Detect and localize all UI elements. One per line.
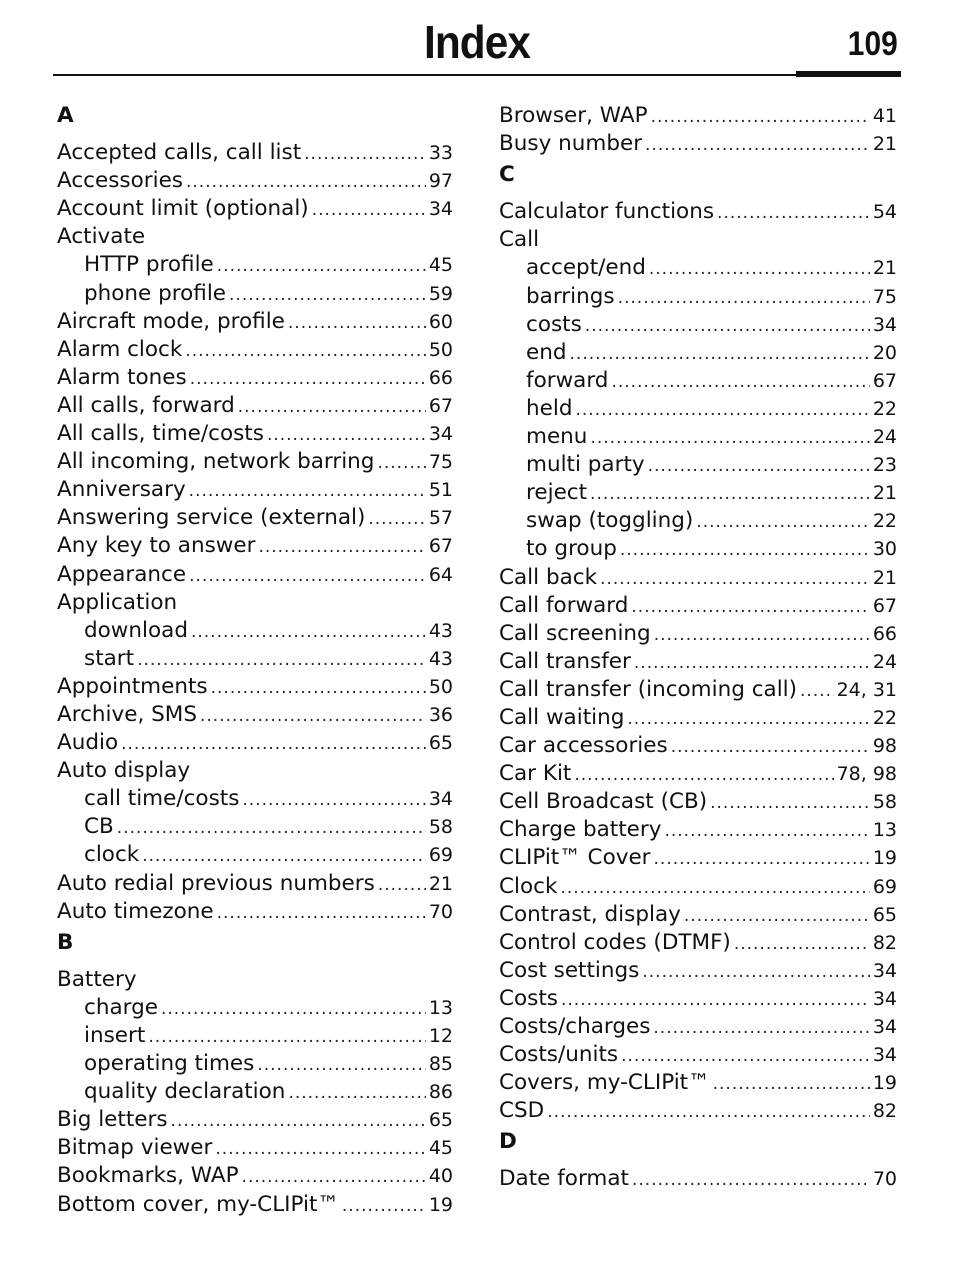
index-page-ref: 85 <box>428 1053 453 1076</box>
index-page-ref: 24, 31 <box>836 678 897 701</box>
index-page-ref: 34 <box>872 313 897 336</box>
dot-leader <box>560 874 869 901</box>
index-term: charge <box>84 994 158 1020</box>
index-term: Busy number <box>499 131 643 157</box>
index-term: Calculator functions <box>499 199 715 225</box>
index-term: Any key to answer <box>57 533 256 559</box>
dot-leader <box>654 621 870 648</box>
dot-leader <box>575 396 869 423</box>
index-term: Car Kit <box>499 761 572 787</box>
dot-leader <box>684 902 870 929</box>
index-term: Accessories <box>57 168 183 194</box>
index-term: Alarm tones <box>57 364 187 390</box>
dot-leader <box>651 103 870 130</box>
dot-leader <box>734 930 870 957</box>
index-entry <box>57 1106 453 1134</box>
dot-leader <box>648 452 870 479</box>
index-page-ref: 66 <box>428 366 453 389</box>
index-term: Auto timezone <box>57 898 214 924</box>
index-term: CB <box>84 814 114 840</box>
dot-leader <box>574 761 833 788</box>
index-page-ref: 45 <box>428 1137 453 1160</box>
dot-leader <box>654 845 870 872</box>
index-entry <box>499 102 897 130</box>
index-page-ref: 86 <box>428 1081 453 1104</box>
index-subentry <box>499 479 897 507</box>
index-term: Call back <box>499 564 598 590</box>
dot-leader <box>171 1107 426 1134</box>
index-page-ref: 82 <box>872 1100 897 1123</box>
index-term: Bookmarks, WAP <box>57 1163 239 1189</box>
index-page-ref: 78, 98 <box>836 763 897 786</box>
dot-leader <box>631 593 869 620</box>
index-entry <box>499 1041 897 1069</box>
dot-leader <box>189 562 426 589</box>
index-term: Costs/charges <box>499 1014 651 1039</box>
index-term: costs <box>526 311 582 337</box>
dot-leader <box>288 309 426 336</box>
index-term: Appointments <box>57 673 208 699</box>
index-term: Date format <box>499 1166 629 1192</box>
index-term: clock <box>84 842 140 868</box>
index-subentry <box>57 251 453 279</box>
index-entry <box>499 1165 897 1193</box>
index-subentry <box>57 645 453 673</box>
dot-leader <box>642 958 869 985</box>
index-entry <box>57 364 453 392</box>
index-page-ref: 19 <box>872 1072 897 1095</box>
index-page-ref: 34 <box>872 1044 897 1067</box>
index-page-ref: 21 <box>872 133 897 156</box>
index-letter-heading: A <box>57 103 74 128</box>
index-entry <box>499 816 897 844</box>
dot-leader <box>190 365 426 392</box>
index-page-ref: 22 <box>872 510 897 533</box>
index-entry <box>57 870 453 898</box>
index-entry <box>499 732 897 760</box>
dot-leader <box>304 140 426 167</box>
index-letter-heading: D <box>499 1129 517 1155</box>
dot-leader <box>378 871 426 898</box>
dot-leader <box>717 199 870 226</box>
index-entry <box>57 589 453 617</box>
index-page-ref: 70 <box>428 900 453 923</box>
index-page-ref: 75 <box>872 285 897 308</box>
index-page-ref: 65 <box>428 732 453 755</box>
index-page-ref: 13 <box>428 996 453 1019</box>
dot-leader <box>242 1163 426 1190</box>
index-subentry <box>57 841 453 869</box>
index-term: Browser, WAP <box>499 103 648 128</box>
dot-leader <box>142 842 426 869</box>
index-entry <box>57 336 453 364</box>
index-subentry <box>57 280 453 308</box>
index-page-ref: 24 <box>872 650 897 673</box>
index-subentry <box>57 1078 453 1106</box>
index-term: barrings <box>526 283 615 309</box>
index-letter-heading: C <box>499 162 515 188</box>
index-page-ref: 98 <box>872 735 897 758</box>
dot-leader <box>570 340 870 367</box>
index-page-ref: 67 <box>872 369 897 392</box>
index-page-ref: 59 <box>428 282 453 305</box>
dot-leader <box>267 421 426 448</box>
index-page-ref: 24 <box>872 426 897 449</box>
dot-leader <box>618 284 870 311</box>
index-term: forward <box>526 367 609 393</box>
index-subentry <box>499 395 897 423</box>
index-entry <box>499 620 897 648</box>
index-term: Big letters <box>57 1107 168 1133</box>
index-entry <box>499 957 897 985</box>
index-page-ref: 67 <box>872 594 897 617</box>
index-term: Battery <box>57 966 137 992</box>
index-page-ref: 97 <box>428 170 453 193</box>
dot-leader <box>664 817 869 844</box>
index-entry <box>57 561 453 589</box>
dot-leader <box>312 196 426 223</box>
index-subentry <box>499 423 897 451</box>
index-term: Costs/units <box>499 1042 619 1068</box>
dot-leader <box>621 1042 870 1069</box>
index-page-ref: 12 <box>428 1025 453 1047</box>
index-page-ref: 22 <box>872 397 897 420</box>
index-term: Appearance <box>57 561 187 587</box>
index-page-ref: 69 <box>872 875 897 898</box>
index-entry <box>57 504 453 532</box>
index-page-ref: 66 <box>872 622 897 645</box>
index-entry <box>57 420 453 448</box>
index-page-ref: 67 <box>428 535 453 558</box>
index-subentry <box>499 283 897 311</box>
index-column-left <box>57 102 453 1219</box>
dot-leader <box>671 733 870 760</box>
dot-leader <box>186 168 426 195</box>
index-entry <box>499 929 897 957</box>
index-entry <box>57 448 453 476</box>
index-page-ref: 65 <box>428 1109 453 1132</box>
index-page-ref: 41 <box>872 105 897 127</box>
dot-leader <box>800 677 834 704</box>
index-subentry <box>57 1050 453 1078</box>
dot-leader <box>653 1014 869 1041</box>
index-term: CSD <box>499 1098 545 1124</box>
index-entry <box>57 673 453 701</box>
index-page-ref: 57 <box>428 507 453 530</box>
index-entry <box>57 167 453 195</box>
index-term: Contrast, display <box>499 901 681 927</box>
dot-leader <box>191 618 426 645</box>
index-page-ref: 50 <box>428 338 453 361</box>
index-entry <box>57 392 453 420</box>
dot-leader <box>368 505 425 532</box>
index-term: Call waiting <box>499 704 625 730</box>
index-term: swap (toggling) <box>526 508 694 534</box>
index-page-ref: 19 <box>872 847 897 870</box>
index-entry <box>499 1013 897 1041</box>
index-page-ref: 30 <box>872 538 897 561</box>
index-term: Archive, SMS <box>57 701 197 727</box>
index-page-ref: 60 <box>428 310 453 333</box>
dot-leader <box>288 1079 425 1106</box>
header-rule-accent <box>796 71 901 77</box>
index-page-ref: 20 <box>872 341 897 364</box>
index-subentry <box>499 311 897 339</box>
dot-leader <box>217 899 426 926</box>
index-page-ref: 67 <box>428 394 453 417</box>
dot-leader <box>189 477 426 504</box>
index-term: All incoming, network barring <box>57 449 375 475</box>
index-entry <box>499 198 897 226</box>
index-subentry <box>499 451 897 479</box>
index-entry <box>57 476 453 504</box>
index-term: Auto redial previous numbers <box>57 870 375 896</box>
index-entry <box>57 729 453 757</box>
index-page-ref: 36 <box>428 703 453 726</box>
index-page-ref: 45 <box>428 254 453 277</box>
index-subentry <box>57 994 453 1022</box>
dot-leader <box>117 814 426 841</box>
dot-leader <box>161 995 426 1022</box>
index-entry <box>499 704 897 732</box>
index-entry <box>499 130 897 158</box>
index-term: end <box>526 339 567 365</box>
index-page-ref: 34 <box>428 788 453 811</box>
index-page-ref: 34 <box>428 198 453 221</box>
index-subentry <box>57 617 453 645</box>
dot-leader <box>590 480 870 507</box>
index-term: insert <box>84 1023 146 1048</box>
dot-leader <box>200 702 426 729</box>
index-page-ref: 19 <box>428 1193 453 1216</box>
index-page-ref: 34 <box>428 423 453 446</box>
dot-leader <box>257 1051 425 1078</box>
index-page-ref: 13 <box>872 819 897 842</box>
index-term: call time/costs <box>84 786 240 812</box>
index-subentry <box>499 507 897 535</box>
index-term: All calls, time/costs <box>57 421 264 447</box>
index-term: menu <box>526 424 588 450</box>
index-term: Call <box>499 227 540 253</box>
index-term: start <box>84 645 135 671</box>
index-entry <box>499 564 897 592</box>
index-subentry <box>499 535 897 563</box>
index-page-ref: 40 <box>428 1165 453 1188</box>
page-title: Index <box>424 16 530 68</box>
index-page-ref: 51 <box>428 479 453 502</box>
index-entry <box>499 1069 897 1097</box>
index-page-ref: 50 <box>428 675 453 698</box>
index-term: reject <box>526 480 588 506</box>
index-term: Covers, my-CLIPit™ <box>499 1070 710 1096</box>
page-number: 109 <box>848 25 898 63</box>
index-entry <box>499 648 897 676</box>
index-page-ref: 21 <box>872 482 897 505</box>
header-rule <box>53 74 901 76</box>
index-subentry <box>499 254 897 282</box>
index-page-ref: 34 <box>872 1016 897 1038</box>
dot-leader <box>611 368 869 395</box>
dot-leader <box>634 649 870 676</box>
index-term: Auto display <box>57 758 191 784</box>
dot-leader <box>238 393 426 420</box>
index-term: phone profile <box>84 280 227 306</box>
index-entry <box>57 1162 453 1190</box>
index-term: Alarm clock <box>57 336 183 362</box>
index-page-ref: 21 <box>428 872 453 895</box>
index-term: Answering service (external) <box>57 505 366 531</box>
index-entry <box>57 701 453 729</box>
dot-leader <box>645 131 870 158</box>
index-subentry <box>499 339 897 367</box>
index-entry <box>57 757 453 785</box>
dot-leader <box>148 1023 426 1050</box>
dot-leader <box>561 986 870 1013</box>
index-subentry <box>57 1022 453 1050</box>
dot-leader <box>632 1166 870 1193</box>
index-entry <box>499 1097 897 1125</box>
index-page-ref: 65 <box>872 903 897 926</box>
index-term: Call transfer <box>499 648 631 674</box>
index-page-ref: 54 <box>872 201 897 224</box>
index-entry <box>499 226 897 254</box>
index-page-ref: 23 <box>872 454 897 477</box>
index-entry <box>499 901 897 929</box>
index-term: to group <box>526 536 617 562</box>
index-term: Costs <box>499 985 558 1011</box>
index-entry <box>57 966 453 994</box>
index-term: Call transfer (incoming call) <box>499 676 798 702</box>
index-entry <box>57 223 453 251</box>
dot-leader <box>215 1135 425 1162</box>
index-entry <box>57 308 453 336</box>
dot-leader <box>547 1098 870 1125</box>
index-term: download <box>84 617 188 643</box>
index-entry <box>499 676 897 704</box>
index-term: accept/end <box>526 255 646 281</box>
index-page-ref: 69 <box>428 844 453 867</box>
index-term: multi party <box>526 452 645 478</box>
index-page-ref: 22 <box>872 706 897 729</box>
index-term: Bottom cover, my-CLIPit™ <box>57 1191 339 1217</box>
index-term: Clock <box>499 873 558 899</box>
index-term: operating times <box>84 1051 255 1077</box>
index-entry <box>499 873 897 901</box>
dot-leader <box>710 789 870 816</box>
dot-leader <box>258 533 425 560</box>
index-term: held <box>526 395 573 421</box>
index-term: Call forward <box>499 592 629 618</box>
index-page-ref: 75 <box>428 451 453 474</box>
index-subentry <box>499 367 897 395</box>
index-page-ref: 34 <box>872 959 897 982</box>
index-page-ref: 82 <box>872 931 897 954</box>
index-term: Audio <box>57 730 119 756</box>
index-term: Activate <box>57 224 146 250</box>
index-term: CLIPit™ Cover <box>499 845 651 871</box>
index-term: Charge battery <box>499 817 662 843</box>
dot-leader <box>211 674 426 701</box>
index-column-right <box>499 102 897 1194</box>
dot-leader <box>377 449 425 476</box>
index-subentry <box>57 785 453 813</box>
dot-leader <box>620 536 870 563</box>
index-page-ref: 34 <box>872 987 897 1010</box>
index-subentry <box>57 813 453 841</box>
index-entry <box>57 195 453 223</box>
dot-leader <box>137 646 426 673</box>
dot-leader <box>217 252 426 279</box>
dot-leader <box>627 705 869 732</box>
index-term: All calls, forward <box>57 392 235 418</box>
index-entry <box>57 532 453 560</box>
index-term: Control codes (DTMF) <box>499 929 731 955</box>
dot-leader <box>242 786 425 813</box>
index-term: Car accessories <box>499 733 668 759</box>
index-term: quality declaration <box>84 1079 286 1105</box>
dot-leader <box>649 255 870 282</box>
index-term: Cost settings <box>499 957 640 983</box>
index-entry <box>499 592 897 620</box>
dot-leader <box>600 565 870 592</box>
index-page-ref: 70 <box>872 1168 897 1191</box>
index-term: Aircraft mode, profile <box>57 308 285 334</box>
index-page-ref: 43 <box>428 619 453 642</box>
index-page-ref: 58 <box>428 816 453 839</box>
index-entry <box>499 844 897 872</box>
index-page-ref: 33 <box>428 142 453 165</box>
index-entry <box>499 760 897 788</box>
index-page-ref: 21 <box>872 257 897 280</box>
dot-leader <box>229 281 426 308</box>
index-entry <box>57 139 453 167</box>
dot-leader <box>590 424 869 451</box>
dot-leader <box>713 1070 870 1097</box>
dot-leader <box>342 1192 426 1219</box>
index-entry <box>499 985 897 1013</box>
index-term: Accepted calls, call list <box>57 140 302 166</box>
index-page-ref: 58 <box>872 791 897 814</box>
index-term: Cell Broadcast (CB) <box>499 789 708 815</box>
index-entry <box>57 1134 453 1162</box>
dot-leader <box>121 730 426 757</box>
index-term: Anniversary <box>57 477 186 503</box>
index-entry <box>499 788 897 816</box>
index-term: Account limit (optional) <box>57 196 309 222</box>
index-term: Application <box>57 589 178 615</box>
index-entry <box>57 1191 453 1219</box>
index-page-ref: 21 <box>872 566 897 589</box>
index-term: Bitmap viewer <box>57 1135 213 1161</box>
index-term: HTTP profile <box>84 252 214 278</box>
index-term: Call screening <box>499 620 651 646</box>
dot-leader <box>585 312 870 339</box>
index-page-ref: 64 <box>428 563 453 586</box>
dot-leader <box>696 508 869 535</box>
index-letter-heading: B <box>57 929 74 955</box>
dot-leader <box>185 337 425 364</box>
index-entry <box>57 898 453 926</box>
index-page-ref: 43 <box>428 647 453 670</box>
